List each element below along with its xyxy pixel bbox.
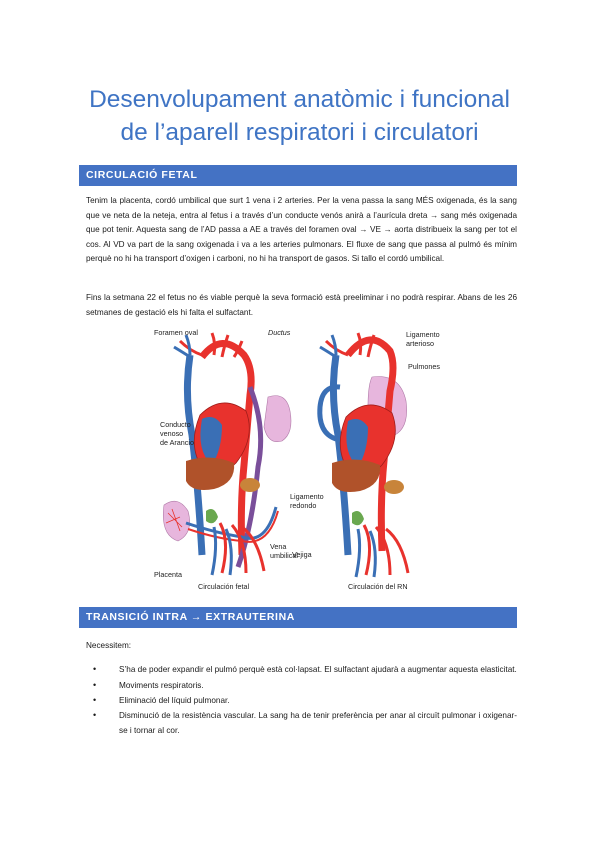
- section-heading-transicio: TRANSICIÓ INTRA → EXTRAUTERINA: [79, 607, 517, 628]
- list-item: [86, 693, 517, 708]
- list-item-text: S’ha de poder expandir el pulmó perquè està col·lapsat. El sulfactant ajudarà a augmentar aquesta elasticitat.: [119, 665, 517, 674]
- fetal-pink-lung: [264, 396, 291, 442]
- circulation-illustration: [150, 327, 448, 597]
- rn-liver: [332, 459, 380, 492]
- bullet-icon: •: [93, 680, 97, 690]
- label-pulmones: Pulmones: [408, 362, 440, 371]
- list-item-text: Moviments respiratoris.: [119, 681, 204, 690]
- rn-organ: [384, 480, 404, 494]
- bullet-list: [86, 662, 517, 738]
- bullet-icon: •: [93, 664, 97, 674]
- label-foramen-oval: Foramen oval: [154, 328, 198, 337]
- paragraph-necessitem: Necessitem:: [86, 641, 132, 650]
- list-item: [86, 662, 517, 677]
- fetal-green-bladder: [206, 509, 218, 523]
- title-line-1: Desenvolupament anatòmic i funcional: [89, 86, 510, 113]
- paragraph-viabilitat: Fins la setmana 22 el fetus no és viable perquè la seva formació està preeliminar i no podrà respirar. Abans de les 26 setmanes de gestació els hi falta el sulfactant.: [86, 293, 517, 317]
- fetal-liver: [186, 457, 234, 490]
- list-item: [86, 678, 517, 693]
- rn-green-bladder: [352, 511, 364, 525]
- section-heading-circulacio-fetal: CIRCULACIÓ FETAL: [79, 165, 517, 186]
- label-ligamento-redondo-1: Ligamento: [290, 492, 324, 501]
- label-ligamento-redondo-2: redondo: [290, 501, 317, 510]
- rn-lower-veins: [356, 529, 375, 577]
- label-conducto-1: Conducto: [160, 420, 191, 429]
- label-placenta: Placenta: [154, 570, 182, 579]
- label-conducto-3: de Arancio: [160, 438, 194, 447]
- title-line-2: de l’aparell respiratori i circulatori: [120, 119, 479, 146]
- bullet-icon: •: [93, 710, 97, 720]
- fetal-organ: [240, 478, 260, 492]
- paragraph-circulacio-fetal: Tenim la placenta, cordó umbilical que surt 1 vena i 2 arteries. Per la vena passa la sang MÉS oxigenada, és la sang que ve neta de la neteja, entra al fetus i a través d’un conducte venós anirà a l’aurícula dreta → sang més oxigenada que pot tenir. Aquesta sang de l’AD passa a AE a través del foramen oval → VE → aorta distribueix la sang per tot el cos. Al VD va part de la sang oxigenada i va a les arteries pulmonars. El fluxe de sang que passa al pulmó és mínim perquè no hi ha transport d’oxigen i carboni, no hi ha transport de gasos. Si tallo el cordó umbilical.: [86, 196, 517, 264]
- list-item-text: Eliminació del líquid pulmonar.: [119, 696, 230, 705]
- list-item: [86, 708, 517, 738]
- label-circulacion-fetal: Circulación fetal: [198, 582, 250, 591]
- label-vena-umbilical-2: umbilical: [270, 551, 298, 560]
- label-vejiga: Vejiga: [292, 550, 312, 559]
- label-ductus: Ductus: [268, 328, 291, 337]
- label-ligamento-arterioso-1: Ligamento: [406, 330, 440, 339]
- label-conducto-2: venoso: [160, 429, 184, 438]
- bullet-icon: •: [93, 695, 97, 705]
- page-title: [40, 83, 559, 149]
- circulation-figure: [150, 327, 448, 597]
- label-vena-umbilical-1: Vena: [270, 542, 287, 551]
- label-ligamento-arterioso-2: arterioso: [406, 339, 434, 348]
- fetal-circulation-diagram: [154, 328, 298, 591]
- newborn-circulation-diagram: [290, 330, 440, 591]
- list-item-text: Disminució de la resistència vascular. La sang ha de tenir preferència per anar al circuït pulmonar i oxigenar-se i tornar al cor.: [119, 711, 517, 735]
- label-circulacion-rn: Circulación del RN: [348, 582, 408, 591]
